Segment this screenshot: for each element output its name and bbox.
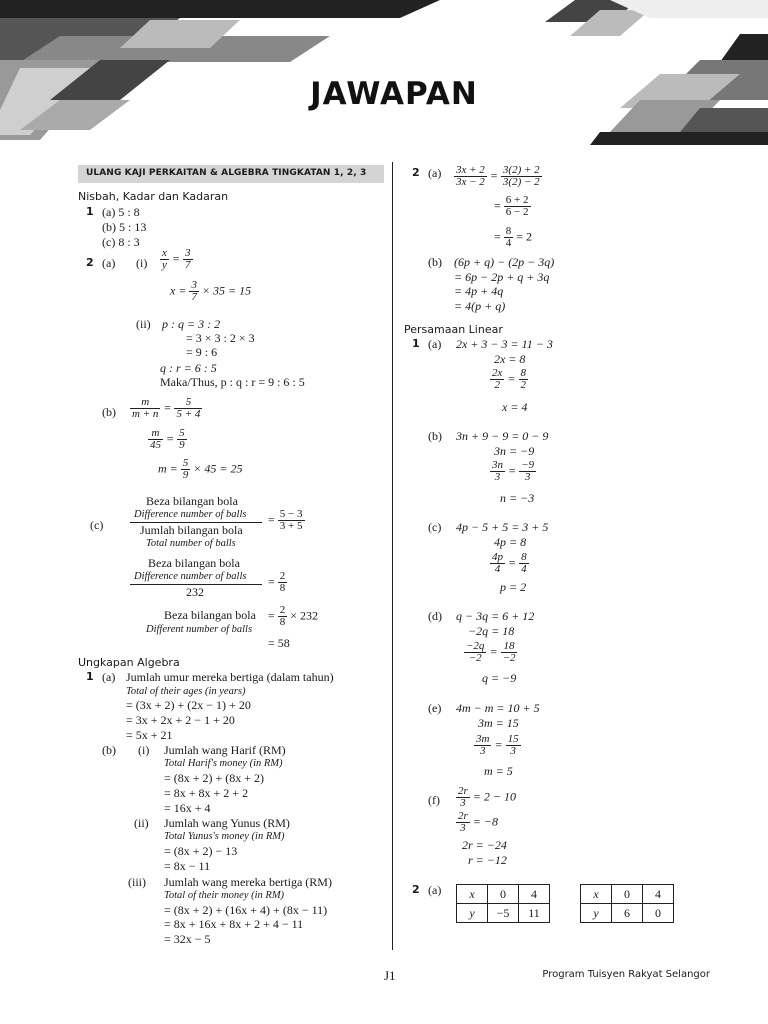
equation: $\frac{2r}{3}$ = 2 − 10 bbox=[458, 785, 516, 809]
answer-line: (b) 5 : 13 bbox=[102, 220, 147, 234]
table-cell: 4 bbox=[643, 885, 674, 904]
part-label: (b) bbox=[102, 405, 116, 419]
table-row bbox=[457, 904, 550, 923]
part-label: (a) bbox=[102, 256, 116, 270]
answer-line: Total of their money (in RM) bbox=[164, 890, 285, 901]
equation: = $\frac{5 - 3}{3 + 5}$ bbox=[268, 508, 303, 532]
subpart-label: (i) bbox=[138, 743, 150, 757]
fraction-label: Difference number of balls bbox=[134, 509, 247, 520]
answer-line: = 8x + 8x + 2 + 2 bbox=[164, 786, 249, 800]
answer-line: Jumlah wang mereka bertiga (RM) bbox=[164, 875, 332, 889]
part-label: (d) bbox=[428, 609, 442, 623]
table-row bbox=[581, 885, 674, 904]
section-header: ULANG KAJI PERKAITAN & ALGEBRA TINGKATAN 1, 2, 3 bbox=[86, 168, 367, 178]
answer-line: n = −3 bbox=[500, 491, 535, 505]
section-ungkapan: Ungkapan Algebra bbox=[78, 656, 180, 669]
part-label: (a) bbox=[428, 883, 442, 897]
value-table-2 bbox=[580, 884, 674, 923]
equation: = $\frac{8}{4}$ = 2 bbox=[494, 225, 533, 249]
answer-line: −2q = 18 bbox=[468, 624, 515, 638]
subpart-label: (i) bbox=[136, 256, 148, 270]
page-number: J1 bbox=[384, 968, 396, 983]
footer-program: Program Tuisyen Rakyat Selangor bbox=[542, 969, 710, 980]
question-number: 1 bbox=[412, 337, 420, 350]
subpart-label: (iii) bbox=[128, 875, 146, 889]
part-label: (b) bbox=[102, 743, 116, 757]
answer-line: (6p + q) − (2p − 3q) bbox=[454, 255, 555, 269]
part-label: (a) bbox=[428, 337, 442, 351]
section-nisbah: Nisbah, Kadar dan Kadaran bbox=[78, 190, 229, 203]
answer-line: m = 5 bbox=[484, 764, 513, 778]
equation: $\frac{x}{y}$ = $\frac{3}{7}$ bbox=[162, 247, 191, 271]
equation: = $\frac{2}{8}$ bbox=[268, 570, 286, 594]
table-cell: y bbox=[581, 904, 612, 923]
fraction-label: Jumlah bilangan bola bbox=[140, 523, 243, 537]
answer-line: q : r = 6 : 5 bbox=[160, 361, 217, 375]
fraction-label: Beza bilangan bola bbox=[146, 494, 238, 508]
equation: = $\frac{2}{8}$ × 232 bbox=[268, 604, 319, 628]
equation: $\frac{-2q}{-2}$ = $\frac{18}{-2}$ bbox=[466, 640, 516, 664]
answer-line: = 4p + 4q bbox=[454, 284, 504, 298]
answer-line: q − 3q = 6 + 12 bbox=[456, 609, 535, 623]
fraction-label: Beza bilangan bola bbox=[148, 556, 240, 570]
answer-line: p = 2 bbox=[500, 580, 527, 594]
page-title: JAWAPAN bbox=[310, 76, 478, 112]
question-number: 1 bbox=[86, 670, 94, 683]
answer-line: = (8x + 2) + (8x + 2) bbox=[164, 771, 265, 785]
answer-line: = 5x + 21 bbox=[126, 728, 173, 742]
part-label: (b) bbox=[428, 255, 442, 269]
answer-line: 2x = 8 bbox=[494, 352, 526, 366]
part-label: (c) bbox=[90, 518, 104, 532]
answer-line: q = −9 bbox=[482, 671, 517, 685]
answer-line: 4p = 8 bbox=[494, 535, 527, 549]
table-cell: 6 bbox=[612, 904, 643, 923]
equation: $\frac{3x + 2}{3x - 2}$ = $\frac{3(2) + 2}{3(2) - 2}$ bbox=[456, 164, 540, 188]
equation: $\frac{m}{m + n}$ = $\frac{5}{5 + 4}$ bbox=[132, 396, 201, 420]
answer-line: = (3x + 2) + (2x − 1) + 20 bbox=[126, 698, 251, 712]
answer-line: Jumlah wang Harif (RM) bbox=[164, 743, 286, 757]
answer-line: Total of their ages (in years) bbox=[126, 686, 246, 697]
question-number: 2 bbox=[412, 883, 420, 896]
question-number: 2 bbox=[86, 256, 94, 269]
table-row bbox=[581, 904, 674, 923]
answer-line: = (8x + 2) + (16x + 4) + (8x − 11) bbox=[164, 903, 328, 917]
answer-line: Jumlah umur mereka bertiga (dalam tahun) bbox=[126, 670, 334, 684]
answer-line: (a) 5 : 8 bbox=[102, 205, 140, 219]
table-row bbox=[457, 885, 550, 904]
answer-line: 2r = −24 bbox=[462, 838, 507, 852]
answer-line: = 6p − 2p + q + 3q bbox=[454, 270, 550, 284]
answer-line: r = −12 bbox=[468, 853, 507, 867]
equation: $\frac{4p}{4}$ = $\frac{8}{4}$ bbox=[492, 551, 527, 575]
answer-line: 4m − m = 10 + 5 bbox=[456, 701, 540, 715]
table-cell: −5 bbox=[488, 904, 519, 923]
table-cell: y bbox=[457, 904, 488, 923]
answer-line: 2x + 3 − 3 = 11 − 3 bbox=[456, 337, 553, 351]
answer-line: = 32x − 5 bbox=[164, 932, 211, 946]
column-divider bbox=[392, 162, 393, 950]
fraction-label: Total number of balls bbox=[146, 538, 236, 549]
answer-line: = (8x + 2) − 13 bbox=[164, 844, 238, 858]
answer-line: (c) 8 : 3 bbox=[102, 235, 140, 249]
part-label: (e) bbox=[428, 701, 442, 715]
answer-line: 3m = 15 bbox=[478, 716, 519, 730]
equation: = $\frac{6 + 2}{6 - 2}$ bbox=[494, 194, 529, 218]
part-label: (b) bbox=[428, 429, 442, 443]
question-number: 1 bbox=[86, 205, 94, 218]
table-cell: x bbox=[581, 885, 612, 904]
answer-line: 4p − 5 + 5 = 3 + 5 bbox=[456, 520, 549, 534]
answer-line: p : q = 3 : 2 bbox=[162, 317, 221, 331]
answer-line: Total Harif's money (in RM) bbox=[164, 758, 283, 769]
table-cell: x bbox=[457, 885, 488, 904]
header-graphic bbox=[0, 0, 768, 150]
equation: m = $\frac{5}{9}$ × 45 = 25 bbox=[158, 457, 243, 481]
table-cell: 0 bbox=[488, 885, 519, 904]
fraction-label: Difference number of balls bbox=[134, 571, 247, 582]
part-label: (f) bbox=[428, 793, 440, 807]
answer-line: x = 4 bbox=[502, 400, 528, 414]
equation: $\frac{2x}{2}$ = $\frac{8}{2}$ bbox=[492, 367, 526, 391]
answer-line: = 4(p + q) bbox=[454, 299, 506, 313]
equation: $\frac{3m}{3}$ = $\frac{15}{3}$ bbox=[476, 733, 519, 757]
answer-line: = 3 × 3 : 2 × 3 bbox=[186, 331, 255, 345]
answer-line: Total Yunus's money (in RM) bbox=[164, 831, 285, 842]
answer-line: = 9 : 6 bbox=[186, 345, 218, 359]
table-cell: 4 bbox=[519, 885, 550, 904]
answer-line: Maka/Thus, p : q : r = 9 : 6 : 5 bbox=[160, 375, 305, 389]
equation: $\frac{3n}{3}$ = $\frac{-9}{3}$ bbox=[492, 459, 535, 483]
answer-line: 3n + 9 − 9 = 0 − 9 bbox=[456, 429, 549, 443]
subpart-label: (ii) bbox=[136, 317, 151, 331]
question-number: 2 bbox=[412, 166, 420, 179]
subpart-label: (ii) bbox=[134, 816, 149, 830]
equation: x = $\frac{3}{7}$ × 35 = 15 bbox=[170, 279, 252, 303]
answer-line: Jumlah wang Yunus (RM) bbox=[164, 816, 290, 830]
section-persamaan: Persamaan Linear bbox=[404, 323, 503, 336]
equation: $\frac{2r}{3}$ = −8 bbox=[458, 810, 498, 834]
part-label: (c) bbox=[428, 520, 442, 534]
answer-line: = 16x + 4 bbox=[164, 801, 211, 815]
table-cell: 0 bbox=[612, 885, 643, 904]
answer-line: = 58 bbox=[268, 636, 290, 650]
equation: $\frac{m}{45}$ = $\frac{5}{9}$ bbox=[150, 427, 185, 451]
fraction-label: Beza bilangan bola bbox=[164, 608, 256, 622]
answer-line: 3n = −9 bbox=[494, 444, 535, 458]
part-label: (a) bbox=[102, 670, 116, 684]
answer-line: = 8x + 16x + 8x + 2 + 4 − 11 bbox=[164, 917, 304, 931]
table-cell: 0 bbox=[643, 904, 674, 923]
fraction-label: Different number of balls bbox=[146, 624, 253, 635]
table-cell: 11 bbox=[519, 904, 550, 923]
part-label: (a) bbox=[428, 166, 442, 180]
answer-line: = 8x − 11 bbox=[164, 859, 211, 873]
answer-line: = 3x + 2x + 2 − 1 + 20 bbox=[126, 713, 235, 727]
fraction-label: 232 bbox=[186, 585, 204, 599]
value-table-1 bbox=[456, 884, 550, 923]
